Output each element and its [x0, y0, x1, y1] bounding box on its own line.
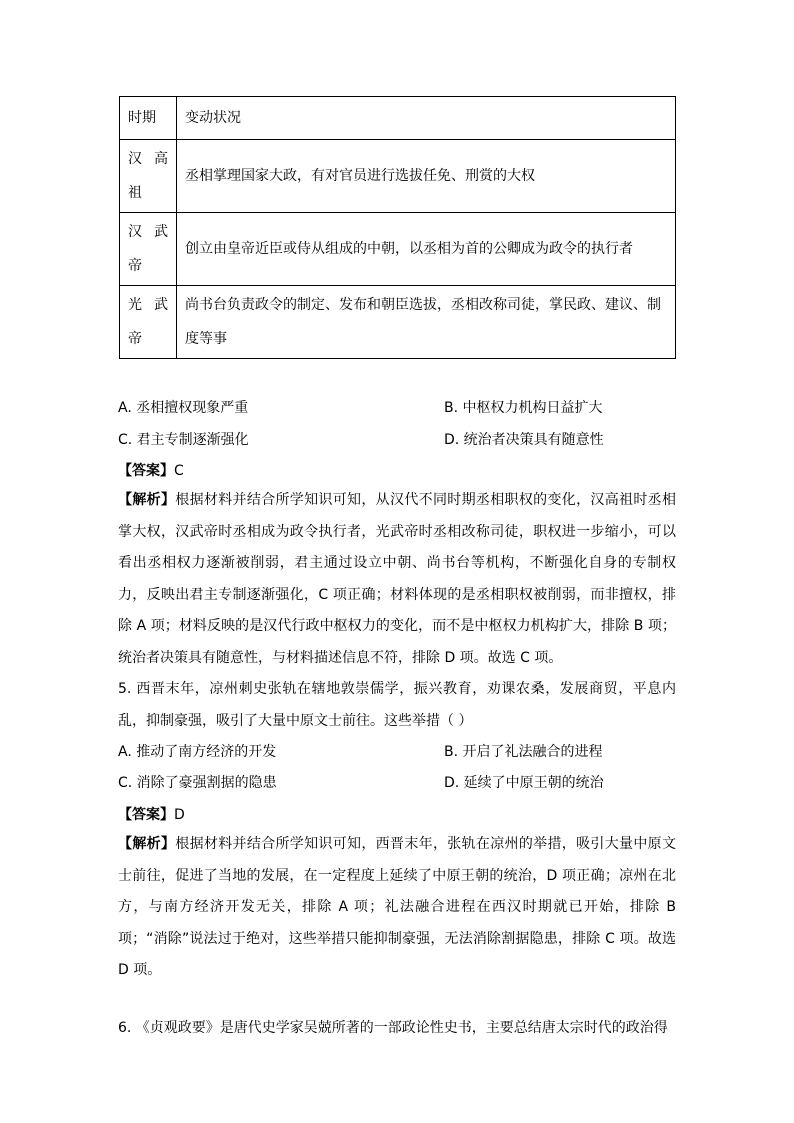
period-line: 光 武 — [128, 297, 168, 313]
period-line: 帝 — [128, 331, 142, 347]
header-change: 变动状况 — [177, 97, 676, 140]
q4-answer — [118, 460, 184, 480]
q5-option-d: D. 延续了中原王朝的统治 — [444, 775, 604, 791]
period-line: 帝 — [128, 258, 142, 274]
table-row — [120, 213, 676, 286]
q5-option-b: B. 开启了礼法融合的进程 — [444, 744, 603, 760]
row-change: 创立由皇帝近臣或侍从组成的中朝，以丞相为首的公卿成为政令的执行者 — [177, 213, 676, 286]
q6-stem: 6. 《贞观政要》是唐代史学家吴兢所著的一部政论性史书，主要总结唐太宗时代的政治得 — [118, 1020, 668, 1036]
analysis-text: 根据材料并结合所学知识可知，从汉代不同时期丞相职权的变化，汉高祖时丞相掌大权，汉武帝时丞相成为政令执行者，光武帝时丞相改称司徒，职权进一步缩小，可以看出丞相权力逐渐被削弱，君主通过设立中朝、尚书台等机构，不断强化自身的专制权力，反映出君主专制逐渐强化，C 项正确；材料体现的是丞相职权被削弱，而非擅权，排除 A 项；材料反映的是汉代行政中枢权力的变化，而不是中枢权力机构扩大，排除 B 项；统治者决策具有随意性，与材料描述信息不符，排除 D 项。故选 C 项。 — [118, 492, 677, 666]
table-header-row — [120, 97, 676, 140]
q5-option-a: A. 推动了南方经济的开发 — [118, 744, 277, 760]
row-period — [120, 286, 177, 359]
table-row — [120, 140, 676, 213]
row-change: 丞相掌理国家大政，有对官员进行选拔任免、刑赏的大权 — [177, 140, 676, 213]
analysis-label: 【解析】 — [118, 836, 176, 852]
q5-option-c: C. 消除了豪强割据的隐患 — [118, 775, 277, 791]
table-row — [120, 286, 676, 359]
row-change: 尚书台负责政令的制定、发布和朝臣选拔，丞相改称司徒，掌民政、建议、制度等事 — [177, 286, 676, 359]
q4-option-a: A. 丞相擅权现象严重 — [118, 400, 249, 416]
q4-analysis — [118, 485, 676, 674]
history-table — [119, 96, 676, 359]
analysis-text: 根据材料并结合所学知识可知，西晋末年，张轨在凉州的举措，吸引大量中原文士前往，促进了当地的发展，在一定程度上延续了中原王朝的统治，D 项正确；凉州在北方，与南方经济开发无关，排除 A 项；礼法融合进程在西汉时期就已开始，排除 B 项；“消除”说法过于绝对，这些举措只能抑制豪强，无法消除割据隐患，排除 C 项。故选 D 项。 — [118, 836, 677, 978]
answer-label: 【答案】 — [118, 807, 174, 823]
q5-stem: 5. 西晋末年，凉州刺史张轨在辖地敦崇儒学，振兴教育，劝课农桑，发展商贸，平息内乱，抑制豪强，吸引了大量中原文士前往。这些举措（ ） — [118, 681, 676, 729]
q4-option-d: D. 统治者决策具有随意性 — [444, 432, 604, 448]
q4-option-b: B. 中枢权力机构日益扩大 — [444, 400, 603, 416]
answer-value: D — [174, 807, 185, 823]
row-period — [120, 213, 177, 286]
q4-option-c: C. 君主专制逐渐强化 — [118, 432, 249, 448]
q5-answer — [118, 804, 185, 824]
period-line: 汉 高 — [128, 151, 168, 167]
row-period — [120, 140, 177, 213]
q5-analysis — [118, 829, 676, 987]
period-line: 祖 — [128, 185, 142, 201]
answer-label: 【答案】 — [118, 463, 174, 479]
analysis-label: 【解析】 — [118, 492, 176, 508]
answer-value: C — [174, 463, 184, 479]
period-line: 汉 武 — [128, 224, 168, 240]
header-period: 时期 — [120, 97, 177, 140]
